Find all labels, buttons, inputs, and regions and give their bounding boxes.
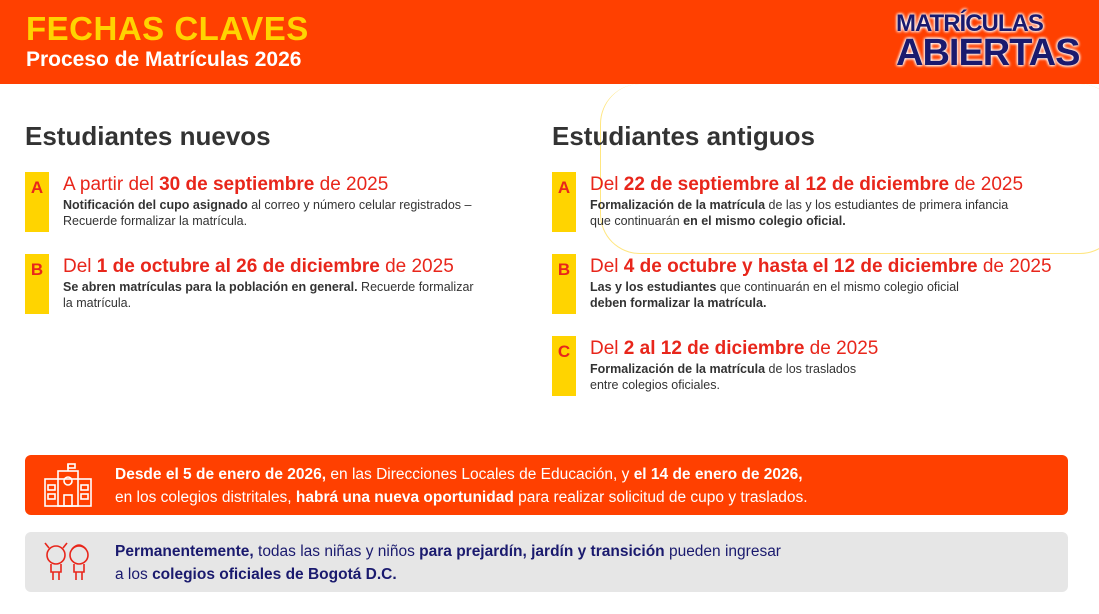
date-item bbox=[25, 256, 525, 316]
text: en las Direcciones Locales de Educación, y bbox=[326, 466, 634, 483]
text: Recuerde formalizar la matrícula. bbox=[63, 214, 248, 228]
bold-text: colegios oficiales de Bogotá D.C. bbox=[152, 566, 397, 583]
date-description bbox=[590, 197, 1092, 229]
header bbox=[0, 0, 1099, 84]
date-headline bbox=[590, 256, 1092, 278]
text: Del bbox=[590, 256, 624, 277]
bold-text: Se abren matrículas para la población en general. bbox=[63, 280, 358, 294]
bold-text: en el mismo colegio oficial. bbox=[683, 214, 846, 228]
text: todas las niñas y niños bbox=[253, 543, 420, 560]
date-headline bbox=[590, 338, 1092, 360]
letter-badge: B bbox=[25, 254, 49, 314]
section-heading: Estudiantes antiguos bbox=[552, 121, 815, 151]
bold-text: Permanentemente, bbox=[115, 543, 254, 560]
children-icon bbox=[41, 540, 95, 584]
date-description bbox=[63, 197, 525, 229]
bold-text: para prejardín, jardín y transición bbox=[419, 543, 665, 560]
bold-text: 4 de octubre y hasta el 12 de diciembre bbox=[623, 256, 978, 277]
date-headline bbox=[63, 174, 525, 196]
date-headline bbox=[590, 174, 1092, 196]
text: de las y los estudiantes de primera infancia bbox=[765, 198, 1009, 212]
nuevos-section bbox=[25, 121, 525, 338]
page-subtitle: Proceso de Matrículas 2026 bbox=[26, 48, 302, 71]
school-building-icon bbox=[41, 463, 95, 507]
date-description bbox=[63, 279, 525, 311]
text: la matrícula. bbox=[63, 296, 132, 310]
antiguos-section bbox=[552, 121, 1092, 420]
text: en los colegios distritales, bbox=[115, 489, 296, 506]
bold-text: 22 de septiembre al 12 de diciembre bbox=[623, 174, 950, 195]
bold-text: deben formalizar la matrícula. bbox=[590, 296, 767, 310]
date-item bbox=[552, 174, 1092, 234]
letter-badge: A bbox=[552, 172, 576, 232]
text: de 2025 bbox=[379, 256, 454, 277]
text: de 2025 bbox=[949, 174, 1024, 195]
text: Recuerde formalizar bbox=[357, 280, 474, 294]
bold-text: 1 de octubre al 26 de diciembre bbox=[96, 256, 380, 277]
bold-text: el 14 de enero de 2026, bbox=[633, 466, 803, 483]
logo-line2: ABIERTAS bbox=[896, 32, 1080, 74]
logo-line1: MATRÍCULAS bbox=[896, 10, 1043, 37]
bold-text: habrá una nueva oportunidad bbox=[295, 489, 514, 506]
date-item bbox=[552, 338, 1092, 398]
bold-text: Las y los estudiantes bbox=[590, 280, 717, 294]
bold-text: Formalización de la matrícula bbox=[590, 362, 766, 376]
permanent-enrollment-banner bbox=[25, 532, 1068, 592]
text: de los traslados bbox=[765, 362, 857, 376]
section-heading: Estudiantes nuevos bbox=[25, 121, 271, 151]
banner-text bbox=[115, 540, 1068, 586]
bold-text: Notificación del cupo asignado bbox=[63, 198, 248, 212]
bold-text: 30 de septiembre bbox=[159, 174, 315, 195]
text: pueden ingresar bbox=[664, 543, 781, 560]
letter-badge: C bbox=[552, 336, 576, 396]
matriculas-abiertas-logo bbox=[896, 10, 1080, 74]
letter-badge: A bbox=[25, 172, 49, 232]
text: Del bbox=[590, 338, 624, 359]
date-description bbox=[590, 361, 1092, 393]
text: de 2025 bbox=[804, 338, 879, 359]
text: Del bbox=[63, 256, 97, 277]
page-title: FECHAS CLAVES bbox=[26, 10, 309, 47]
date-item bbox=[25, 174, 525, 234]
text: que continuarán bbox=[590, 214, 684, 228]
text: entre colegios oficiales. bbox=[590, 378, 720, 392]
date-item bbox=[552, 256, 1092, 316]
text: al correo y número celular registrados – bbox=[247, 198, 472, 212]
text: A partir del bbox=[63, 174, 160, 195]
text: Del bbox=[590, 174, 624, 195]
date-description bbox=[590, 279, 1092, 311]
bold-text: 2 al 12 de diciembre bbox=[623, 338, 805, 359]
text: que continuarán en el mismo colegio oficial bbox=[716, 280, 959, 294]
text: para realizar solicitud de cupo y traslados. bbox=[513, 489, 808, 506]
bold-text: Desde el 5 de enero de 2026, bbox=[115, 466, 327, 483]
date-headline bbox=[63, 256, 525, 278]
text: de 2025 bbox=[977, 256, 1052, 277]
banner-text bbox=[115, 463, 1068, 509]
bold-text: Formalización de la matrícula bbox=[590, 198, 766, 212]
letter-badge: B bbox=[552, 254, 576, 314]
text: de 2025 bbox=[314, 174, 389, 195]
new-opportunity-banner bbox=[25, 455, 1068, 515]
text: a los bbox=[115, 566, 153, 583]
